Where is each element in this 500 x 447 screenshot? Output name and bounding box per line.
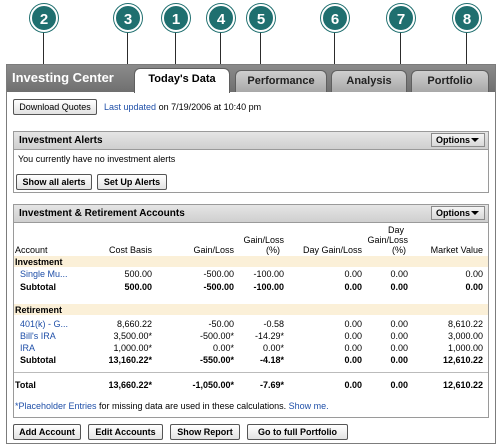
tab-portfolio[interactable]: Portfolio: [411, 70, 489, 92]
col-day-pct-line1[interactable]: Day: [387, 225, 404, 235]
callout-marker: 8: [453, 4, 481, 32]
cost-basis-value: 3,500.00*: [113, 331, 152, 341]
gain-loss-pct-value: -0.58: [263, 319, 284, 329]
callout-marker: 4: [207, 4, 235, 32]
show-me-link[interactable]: Show me.: [288, 401, 329, 411]
edit-accounts-button[interactable]: Edit Accounts: [88, 424, 163, 440]
cost-basis-value: 13,160.22*: [108, 355, 152, 365]
callout-marker: 1: [162, 4, 190, 32]
gain-loss-pct-value: -14.29*: [254, 331, 284, 341]
gain-loss-pct-value: -7.69*: [259, 380, 284, 390]
placeholder-footnote: [15, 401, 329, 411]
add-account-button[interactable]: Add Account: [13, 424, 81, 440]
gain-loss-pct-value: -100.00: [253, 269, 284, 279]
col-gain-loss-pct-line2[interactable]: (%): [266, 245, 280, 255]
col-account[interactable]: Account: [15, 245, 48, 255]
day-gain-loss-value: 0.00: [344, 343, 362, 353]
day-gain-loss-value: 0.00: [344, 380, 362, 390]
gain-loss-value: -1,050.00*: [192, 380, 234, 390]
day-gain-loss-pct-value: 0.00: [390, 319, 408, 329]
day-gain-loss-value: 0.00: [344, 319, 362, 329]
investment-section-label: Investment: [15, 257, 63, 267]
account-name-link[interactable]: Bill's IRA: [20, 331, 56, 341]
go-to-full-portfolio-button[interactable]: Go to full Portfolio: [247, 424, 348, 440]
cost-basis-value: 500.00: [124, 282, 152, 292]
retirement-section-band: [14, 304, 488, 315]
last-updated-timestamp: on 7/19/2006 at 10:40 pm: [158, 102, 262, 112]
col-day-pct-line3[interactable]: (%): [392, 245, 406, 255]
day-gain-loss-value: 0.00: [344, 355, 362, 365]
set-up-alerts-button[interactable]: Set Up Alerts: [97, 174, 167, 190]
gain-loss-value: -500.00: [203, 282, 234, 292]
no-alerts-message: You currently have no investment alerts: [18, 154, 176, 164]
gain-loss-value: -500.00*: [199, 331, 234, 341]
last-updated-link[interactable]: Last updated: [104, 102, 157, 112]
gain-loss-value: 0.00*: [212, 343, 234, 353]
day-gain-loss-value: 0.00: [344, 331, 362, 341]
day-gain-loss-pct-value: 0.00: [390, 355, 408, 365]
alerts-panel-title: Investment Alerts: [19, 135, 103, 146]
gain-loss-pct-value: -100.00: [253, 282, 284, 292]
retirement-section-label: Retirement: [15, 305, 63, 315]
total-label: Total: [15, 380, 36, 390]
accounts-options-button[interactable]: [431, 206, 485, 220]
gain-loss-pct-value: -4.18*: [259, 355, 284, 365]
callout-marker: 5: [247, 4, 275, 32]
market-value-value: 1,000.00: [447, 343, 483, 353]
total-divider: [14, 372, 488, 373]
day-gain-loss-pct-value: 0.00: [390, 380, 408, 390]
placeholder-entries-link[interactable]: *Placeholder Entries: [15, 401, 97, 411]
subtotal-label: Subtotal: [20, 282, 56, 292]
accounts-panel: [13, 204, 489, 418]
col-gain-loss-pct-line1[interactable]: Gain/Loss: [243, 235, 284, 245]
accounts-panel-header: [14, 205, 488, 223]
day-gain-loss-pct-value: 0.00: [390, 282, 408, 292]
options-label: Options: [436, 135, 470, 145]
day-gain-loss-pct-value: 0.00: [390, 343, 408, 353]
options-label: Options: [436, 208, 470, 218]
subtotal-label: Subtotal: [20, 355, 56, 365]
download-quotes-button[interactable]: Download Quotes: [13, 99, 97, 115]
investing-center-window: [6, 64, 496, 444]
account-name-link[interactable]: IRA: [20, 343, 36, 353]
show-all-alerts-button[interactable]: Show all alerts: [16, 174, 92, 190]
gain-loss-value: -50.00: [208, 319, 234, 329]
alerts-panel-header: [14, 132, 488, 150]
callout-marker: 7: [387, 4, 415, 32]
callout-marker: 3: [114, 4, 142, 32]
dropdown-arrow-icon: [471, 138, 479, 142]
col-market-value[interactable]: Market Value: [430, 245, 483, 255]
col-day-pct-line2[interactable]: Gain/Loss: [367, 235, 408, 245]
market-value-value: 0.00: [465, 282, 483, 292]
market-value-value: 12,610.22: [442, 380, 483, 390]
gain-loss-pct-value: 0.00*: [262, 343, 284, 353]
tab-analysis[interactable]: Analysis: [331, 70, 407, 92]
market-value-value: 12,610.22: [442, 355, 483, 365]
day-gain-loss-value: 0.00: [344, 269, 362, 279]
gain-loss-value: -500.00: [203, 269, 234, 279]
footnote-text: for missing data are used in these calculations.: [96, 401, 289, 411]
market-value-value: 0.00: [465, 269, 483, 279]
account-name-link[interactable]: Single Mu...: [20, 269, 68, 279]
col-cost-basis[interactable]: Cost Basis: [108, 245, 152, 255]
col-gain-loss[interactable]: Gain/Loss: [193, 245, 234, 255]
last-updated-text: [104, 102, 261, 112]
show-report-button[interactable]: Show Report: [170, 424, 240, 440]
cost-basis-value: 500.00: [124, 269, 152, 279]
callout-marker: 2: [30, 4, 58, 32]
day-gain-loss-pct-value: 0.00: [390, 331, 408, 341]
tab-todays-data[interactable]: Today's Data: [134, 68, 230, 93]
alerts-options-button[interactable]: [431, 133, 485, 147]
day-gain-loss-pct-value: 0.00: [390, 269, 408, 279]
gain-loss-value: -550.00*: [199, 355, 234, 365]
day-gain-loss-value: 0.00: [344, 282, 362, 292]
app-title: Investing Center: [12, 70, 114, 85]
dropdown-arrow-icon: [471, 211, 479, 215]
investment-section-band: [14, 256, 488, 267]
cost-basis-value: 1,000.00*: [113, 343, 152, 353]
accounts-panel-title: Investment & Retirement Accounts: [19, 208, 185, 219]
col-day-gain-loss[interactable]: Day Gain/Loss: [302, 245, 362, 255]
cost-basis-value: 13,660.22*: [108, 380, 152, 390]
callout-marker: 6: [321, 4, 349, 32]
tab-performance[interactable]: Performance: [235, 70, 327, 92]
account-name-link[interactable]: 401(k) - G...: [20, 319, 69, 329]
market-value-value: 3,000.00: [447, 331, 483, 341]
investment-alerts-panel: [13, 131, 489, 193]
header-bar: [7, 65, 495, 92]
market-value-value: 8,610.22: [447, 319, 483, 329]
cost-basis-value: 8,660.22: [116, 319, 152, 329]
